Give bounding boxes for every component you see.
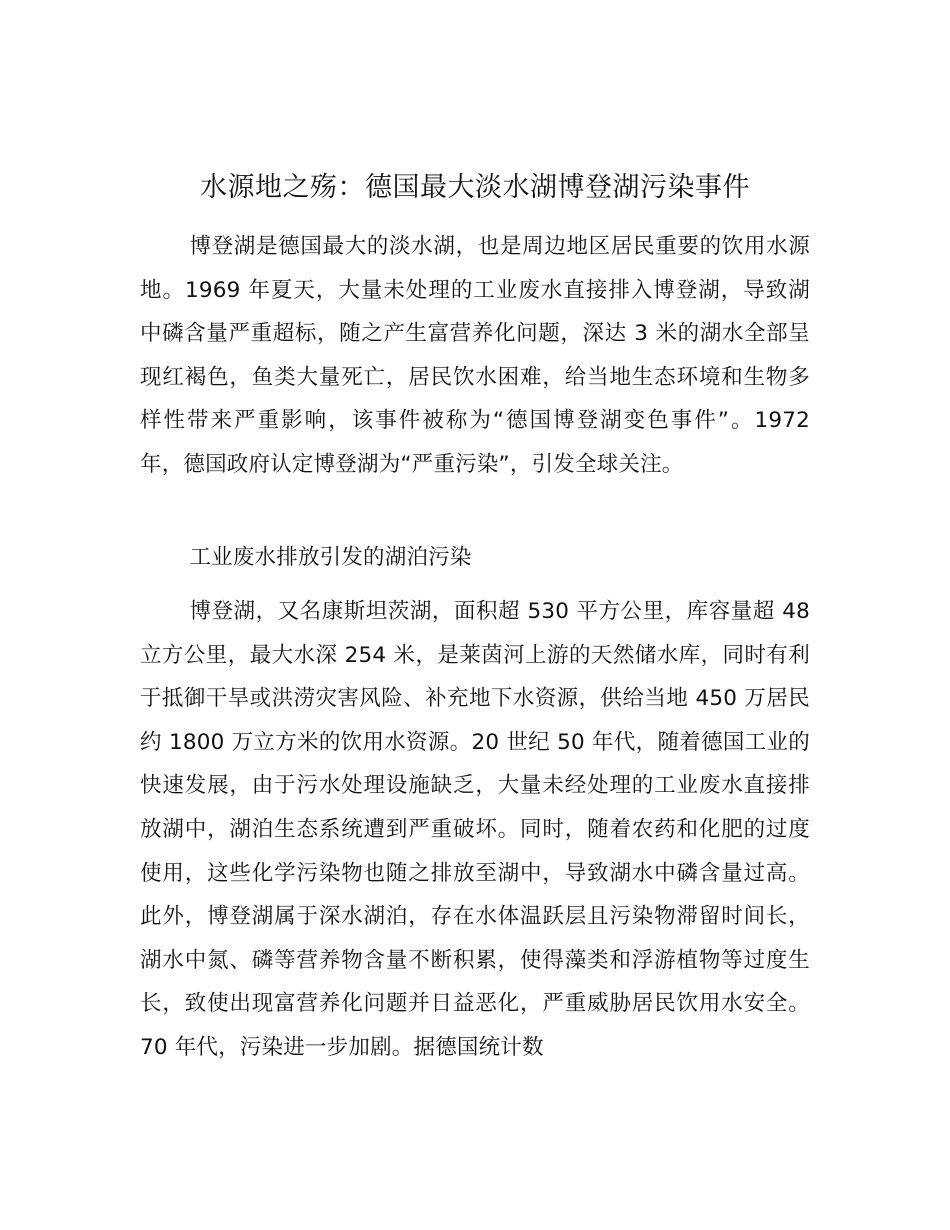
paragraph-intro: 博登湖是德国最大的淡水湖，也是周边地区居民重要的饮用水源地。1969 年夏天，大量未处理的工业废水直接排入博登湖，导致湖中磷含量严重超标，随之产生富营养化问题，深达 3 米的湖水全部呈现红褐色，鱼类大量死亡，居民饮水困难，给当地生态环境和生物多样性带来严重影响，该事件被称为“德国博登湖变色事件”。1972 年，德国政府认定博登湖为“严重污染”，引发全球关注。 (140, 234, 810, 477)
section-heading: 工业废水排放引发的湖泊污染 (189, 545, 472, 570)
paragraph-body: 博登湖，又名康斯坦茨湖，面积超 530 平方公里，库容量超 48 立方公里，最大水深 254 米，是莱茵河上游的天然储水库，同时有利于抵御干旱或洪涝灾害风险、补充地下水资源，供给当地 450 万居民约 1800 万立方米的饮用水资源。20 世纪 50 年代，随着德国工业的快速发展，由于污水处理设施缺乏，大量未经处理的工业废水直接排放湖中，湖泊生态系统遭到严重破坏。同时，随着农药和化肥的过度使用，这些化学污染物也随之排放至湖中，导致湖水中磷含量过高。此外，博登湖属于深水湖泊，存在水体温跃层且污染物滞留时间长，湖水中氮、磷等营养物含量不断积累，使得藻类和浮游植物等过度生长，致使出现富营养化问题并日益恶化，严重威胁居民饮用水安全。70 年代，污染进一步加剧。据德国统计数 (140, 599, 810, 1060)
document-title: 水源地之殇：德国最大淡水湖博登湖污染事件 (200, 172, 750, 203)
